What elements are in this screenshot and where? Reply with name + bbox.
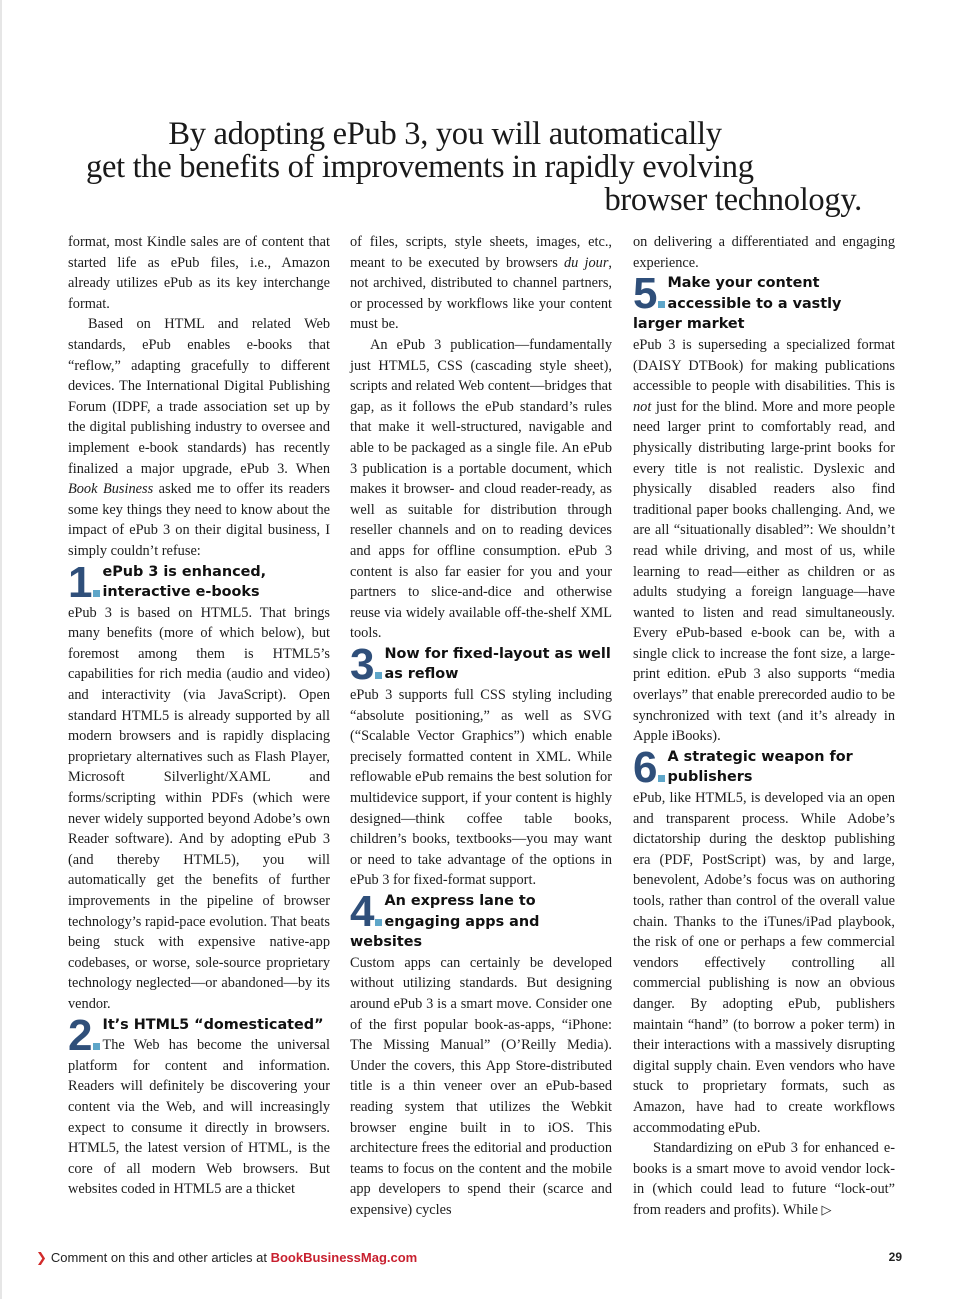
pull-quote-line: get the benefits of improvements in rapidly evolving <box>86 149 754 185</box>
section-2 <box>68 1010 330 1200</box>
footer-text: Comment on this and other articles at <box>50 1250 271 1265</box>
section-heading: Make your content accessible to a vastly larger market <box>633 275 842 333</box>
paragraph <box>633 1138 895 1221</box>
chevron-right-icon: ❯ <box>36 1250 47 1265</box>
bullet-square-icon <box>375 672 382 679</box>
section-5 <box>633 269 895 747</box>
section-3 <box>350 639 612 891</box>
section-number <box>350 887 382 936</box>
bullet-square-icon <box>658 775 665 782</box>
italic-publication-name: Book Business <box>68 481 154 498</box>
italic-phrase: du jour <box>563 254 609 271</box>
section-number <box>350 639 382 689</box>
bullet-square-icon <box>93 590 100 597</box>
italic-word: not <box>633 398 652 415</box>
text-run: Standardizing on ePub 3 for enhanced e-books is a smart move to avoid vendor lock-in (which could lead to future “lock-out” from readers and profits). While <box>633 1140 895 1218</box>
continue-arrow-icon: ▷ <box>821 1202 832 1218</box>
section-6 <box>633 742 895 1138</box>
text-run: Based on HTML and related Web standards, ePub enables e-books that “reflow,” adapting gracefully to different devices. The International Digital Publishing Forum (IDPF, a trade association set up by the digital publishing industry to oversee and implement e-book standards) has recently finalized a major upgrade, ePub 3. When <box>68 316 330 477</box>
bullet-square-icon <box>375 919 382 926</box>
paragraph: on delivering a differentiated and engaging experience. <box>633 234 895 271</box>
article-column-3 <box>633 232 895 1222</box>
section-number-digit: 4 <box>350 887 375 936</box>
paragraph: format, most Kindle sales are of content that started life as ePub files, i.e., Amazon already utilizes ePub as its key interchange format. <box>68 234 330 312</box>
section-number <box>68 557 100 607</box>
text-run: ePub 3 is superseding a specialized format (DAISY DTBook) for making publications accessible to people with disabilities. This is <box>633 336 895 395</box>
section-number-digit: 5 <box>633 269 658 319</box>
section-body: ePub, like HTML5, is developed via an open and transparent process. While Adobe’s dictatorship during the desktop publishing era (PDF, PostScript) was, by and large, benevolent, Adobe’s focus was on authoring tools, rather than control of the overall value chain. Thanks to the iTunes/iPad playbook, the risk of one or perhaps a few commercial vendors effectively controlling all commercial publishing is now an obvious danger. By adopting ePub, publishers maintain “hand” (to borrow a poker term) in their interactions with a massively disrupting digital supply chain. Even vendors who have stuck to proprietary formats, such as Amazon, have had to create workflows accommodating ePub. <box>633 790 895 1136</box>
text-run: just for the blind. More and more people need larger print to comfortably read, and physically distributing large-print books for every title is not realistic. Dyslexic and physically disabled readers also find traditional paper books challenging. And, we are all “situationally disabled”: We shouldn’t read while driving, and most of us, while learning to read—either as children or as adults studying a foreign language—have wanted to listen and read simultaneously. Every ePub-based e-book can be, with a single click to increase the font size, a large-print edition. ePub 3 also supports “media overlays” that enable prerecorded audio to be synchronized with text (and it’s already in Apple iBooks). <box>633 398 895 745</box>
section-number <box>68 1010 100 1060</box>
section-body: ePub 3 is based on HTML5. That brings many benefits (more of which below), but foremost among them is HTML5’s capabilities for rich media (audio and video) and interactivity (via JavaScript). Open standard HTML5 is already supported by all modern browsers and is rapidly displacing proprietary alternatives such as Flash Player, Microsoft Silverlight/XAML and forms/scripting within PDFs (which were never widely supported beyond Adobe’s own Reader software). And by adopting ePub 3 (and thereby HTML5), you will automatically get the benefits of further improvements in the pipeline of browser technology’s rapid-pace evolution. That beats being stuck with expensive native-app codebases, or worse, sole-source proprietary technology neglected—or abandoned—by its vendor. <box>68 604 330 1012</box>
section-heading: A strategic weapon for publishers <box>667 748 853 786</box>
section-1 <box>68 557 330 1015</box>
bullet-square-icon <box>658 301 665 308</box>
section-body: The Web has become the universal platform for content and information. Readers will definitely be discovering your content via the Web, and will increasingly expect to consume it directly in browsers. HTML5, the latest version of HTML, is the core of all modern Web browsers. But websites coded in HTML5 are a thicket <box>68 1037 330 1198</box>
paragraph <box>350 232 612 335</box>
page-number: 29 <box>888 1250 902 1264</box>
article-column-2 <box>350 232 612 1221</box>
section-number <box>633 742 665 792</box>
text-run: asked me to offer its readers some key things they need to know about the impact of ePub 3 on their digital business, I simply couldn’t refuse: <box>68 481 330 559</box>
pull-quote-line: By adopting ePub 3, you will automatically <box>168 116 722 152</box>
section-number-digit: 3 <box>350 639 375 689</box>
section-number-digit: 2 <box>68 1010 93 1060</box>
section-body: ePub 3 supports full CSS styling including “absolute positioning,” as well as SVG (“Scalable Vector Graphics”) which enable precisely formatted content in XML. While reflowable ePub remains the best solution for multidevice support, if your content is highly designed—think coffee table books, children’s books, textbooks—you may want or need to take advantage of the options in ePub 3 for fixed-format support. <box>350 687 612 889</box>
page-footer <box>36 1250 902 1268</box>
bullet-square-icon <box>93 1043 100 1050</box>
paragraph <box>68 314 330 561</box>
section-body: Custom apps can certainly be developed without utilizing standards. But designing around ePub 3 is a smart move. Consider one of the first popular book-as-apps, “iPhone: The Missing Manual” (O’Reilly Media). Under the covers, this App Store-distributed title is a thin veneer over an ePub-based reading system that utilizes the Webkit browser engine built in to iOS. This architecture frees the editorial and production teams to focus on the content and the mobile app developers to spend their (scarce and expensive) cycles <box>350 954 612 1218</box>
section-number <box>633 269 665 319</box>
pull-quote <box>80 118 870 217</box>
section-heading: ePub 3 is enhanced, interactive e-books <box>102 563 267 601</box>
section-heading: An express lane to engaging apps and websites <box>350 893 540 951</box>
section-heading: It’s HTML5 “domesticated” <box>102 1016 324 1033</box>
pull-quote-line: browser technology. <box>604 182 862 218</box>
section-number-digit: 6 <box>633 742 658 792</box>
page-edge <box>0 0 2 1299</box>
article-column-1 <box>68 232 330 1200</box>
section-number-digit: 1 <box>68 557 93 607</box>
section-body <box>633 335 895 747</box>
text-run: of files, scripts, style sheets, images, etc., meant to be executed by browsers <box>350 234 612 271</box>
section-4 <box>350 887 612 1221</box>
text-run: , not archived, distributed to channel partners, or processed by workflows like your content must be. <box>350 254 613 333</box>
paragraph: An ePub 3 publication—fundamentally just HTML5, CSS (cascading style sheet), scripts and related Web content—bridges that gap, as it follows the ePub standard’s rules that make it well-structured, navigable and able to be packaged as a single file. An ePub 3 publication is a portable document, which makes it browser- and cloud reader-ready, as well as suitable for distribution through reseller channels and on to reading devices and apps for offline consumption. ePub 3 content is also far easier for you and your partners to slice-and-dice and otherwise reuse via widely available off-the-shelf XML tools. <box>350 336 612 642</box>
section-heading: Now for fixed-layout as well as reflow <box>384 645 611 683</box>
website-link[interactable]: BookBusinessMag.com <box>270 1250 418 1265</box>
